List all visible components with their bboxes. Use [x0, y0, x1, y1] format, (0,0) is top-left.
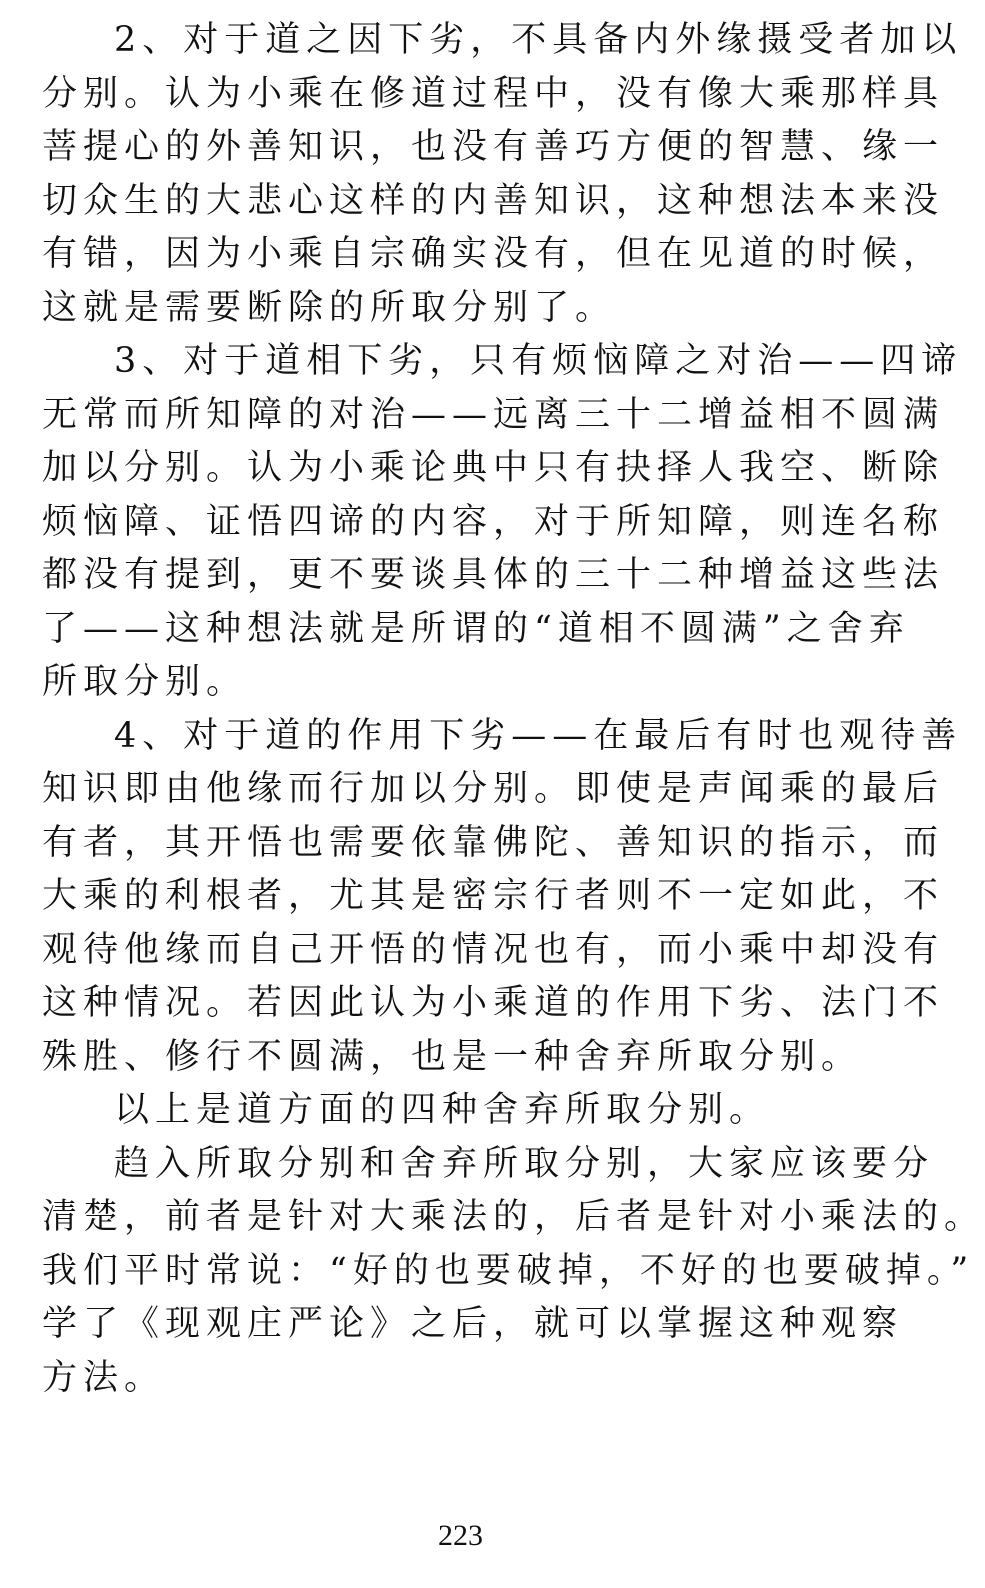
- text-line: 4、对于道的作用下劣——在最后有时也观待善: [114, 715, 963, 756]
- text-line: 菩提心的外善知识，也没有善巧方便的智慧、缘一: [42, 127, 945, 167]
- text-line: 有错，因为小乘自宗确实没有，但在见道的时候，: [42, 234, 945, 274]
- text-line: 所取分别。: [42, 662, 248, 702]
- text-line: 趋入所取分别和舍弃所取分别，大家应该要分: [114, 1143, 935, 1184]
- body-text: [42, 14, 985, 1405]
- text-line: 有者，其开悟也需要依靠佛陀、善知识的指示，而: [42, 822, 945, 863]
- text-line: 切众生的大悲心这样的内善知识，这种想法本来没: [42, 180, 945, 221]
- text-line: 2、对于道之因下劣，不具备内外缘摄受者加以: [114, 20, 963, 60]
- text-line: 我们平时常说：“好的也要破掉，不好的也要破掉。”: [42, 1250, 975, 1291]
- text-line: 以上是道方面的四种舍弃所取分别。: [114, 1090, 771, 1130]
- page-number: 223: [438, 1519, 483, 1552]
- text-line: 无常而所知障的对治——远离三十二增益相不圆满: [42, 394, 945, 435]
- paragraph-conclusion: [42, 1138, 985, 1406]
- paragraph-3: [42, 335, 963, 710]
- text-line: 这就是需要断除的所取分别了。: [42, 287, 617, 328]
- text-line: 大乘的利根者，尤其是密宗行者则不一定如此，不: [42, 876, 945, 916]
- text-line: 了——这种想法就是所谓的“道相不圆满”之舍弃: [42, 608, 910, 649]
- text-line: 清楚，前者是针对大乘法的，后者是针对小乘法的。: [42, 1197, 985, 1237]
- paragraph-summary: [42, 1084, 882, 1138]
- text-line: 知识即由他缘而行加以分别。即使是声闻乘的最后: [42, 769, 945, 809]
- text-line: 烦恼障、证悟四谛的内容，对于所知障，则连名称: [42, 501, 945, 542]
- text-line: 都没有提到，更不要谈具体的三十二种增益这些法: [42, 555, 945, 595]
- paragraph-4: [42, 710, 963, 1085]
- text-line: 3、对于道相下劣，只有烦恼障之对治——四谛: [114, 341, 963, 381]
- text-line: 学了《现观庄严论》之后，就可以掌握这种观察: [42, 1304, 904, 1344]
- text-line: 观待他缘而自己开悟的情况也有，而小乘中却没有: [42, 929, 945, 970]
- paragraph-2: [42, 14, 963, 335]
- text-line: 这种情况。若因此认为小乘道的作用下劣、法门不: [42, 983, 945, 1023]
- text-line: 加以分别。认为小乘论典中只有抉择人我空、断除: [42, 448, 945, 488]
- text-line: 方法。: [42, 1357, 166, 1398]
- text-line: 殊胜、修行不圆满，也是一种舍弃所取分别。: [42, 1036, 863, 1077]
- text-line: 分别。认为小乘在修道过程中，没有像大乘那样具: [42, 73, 945, 114]
